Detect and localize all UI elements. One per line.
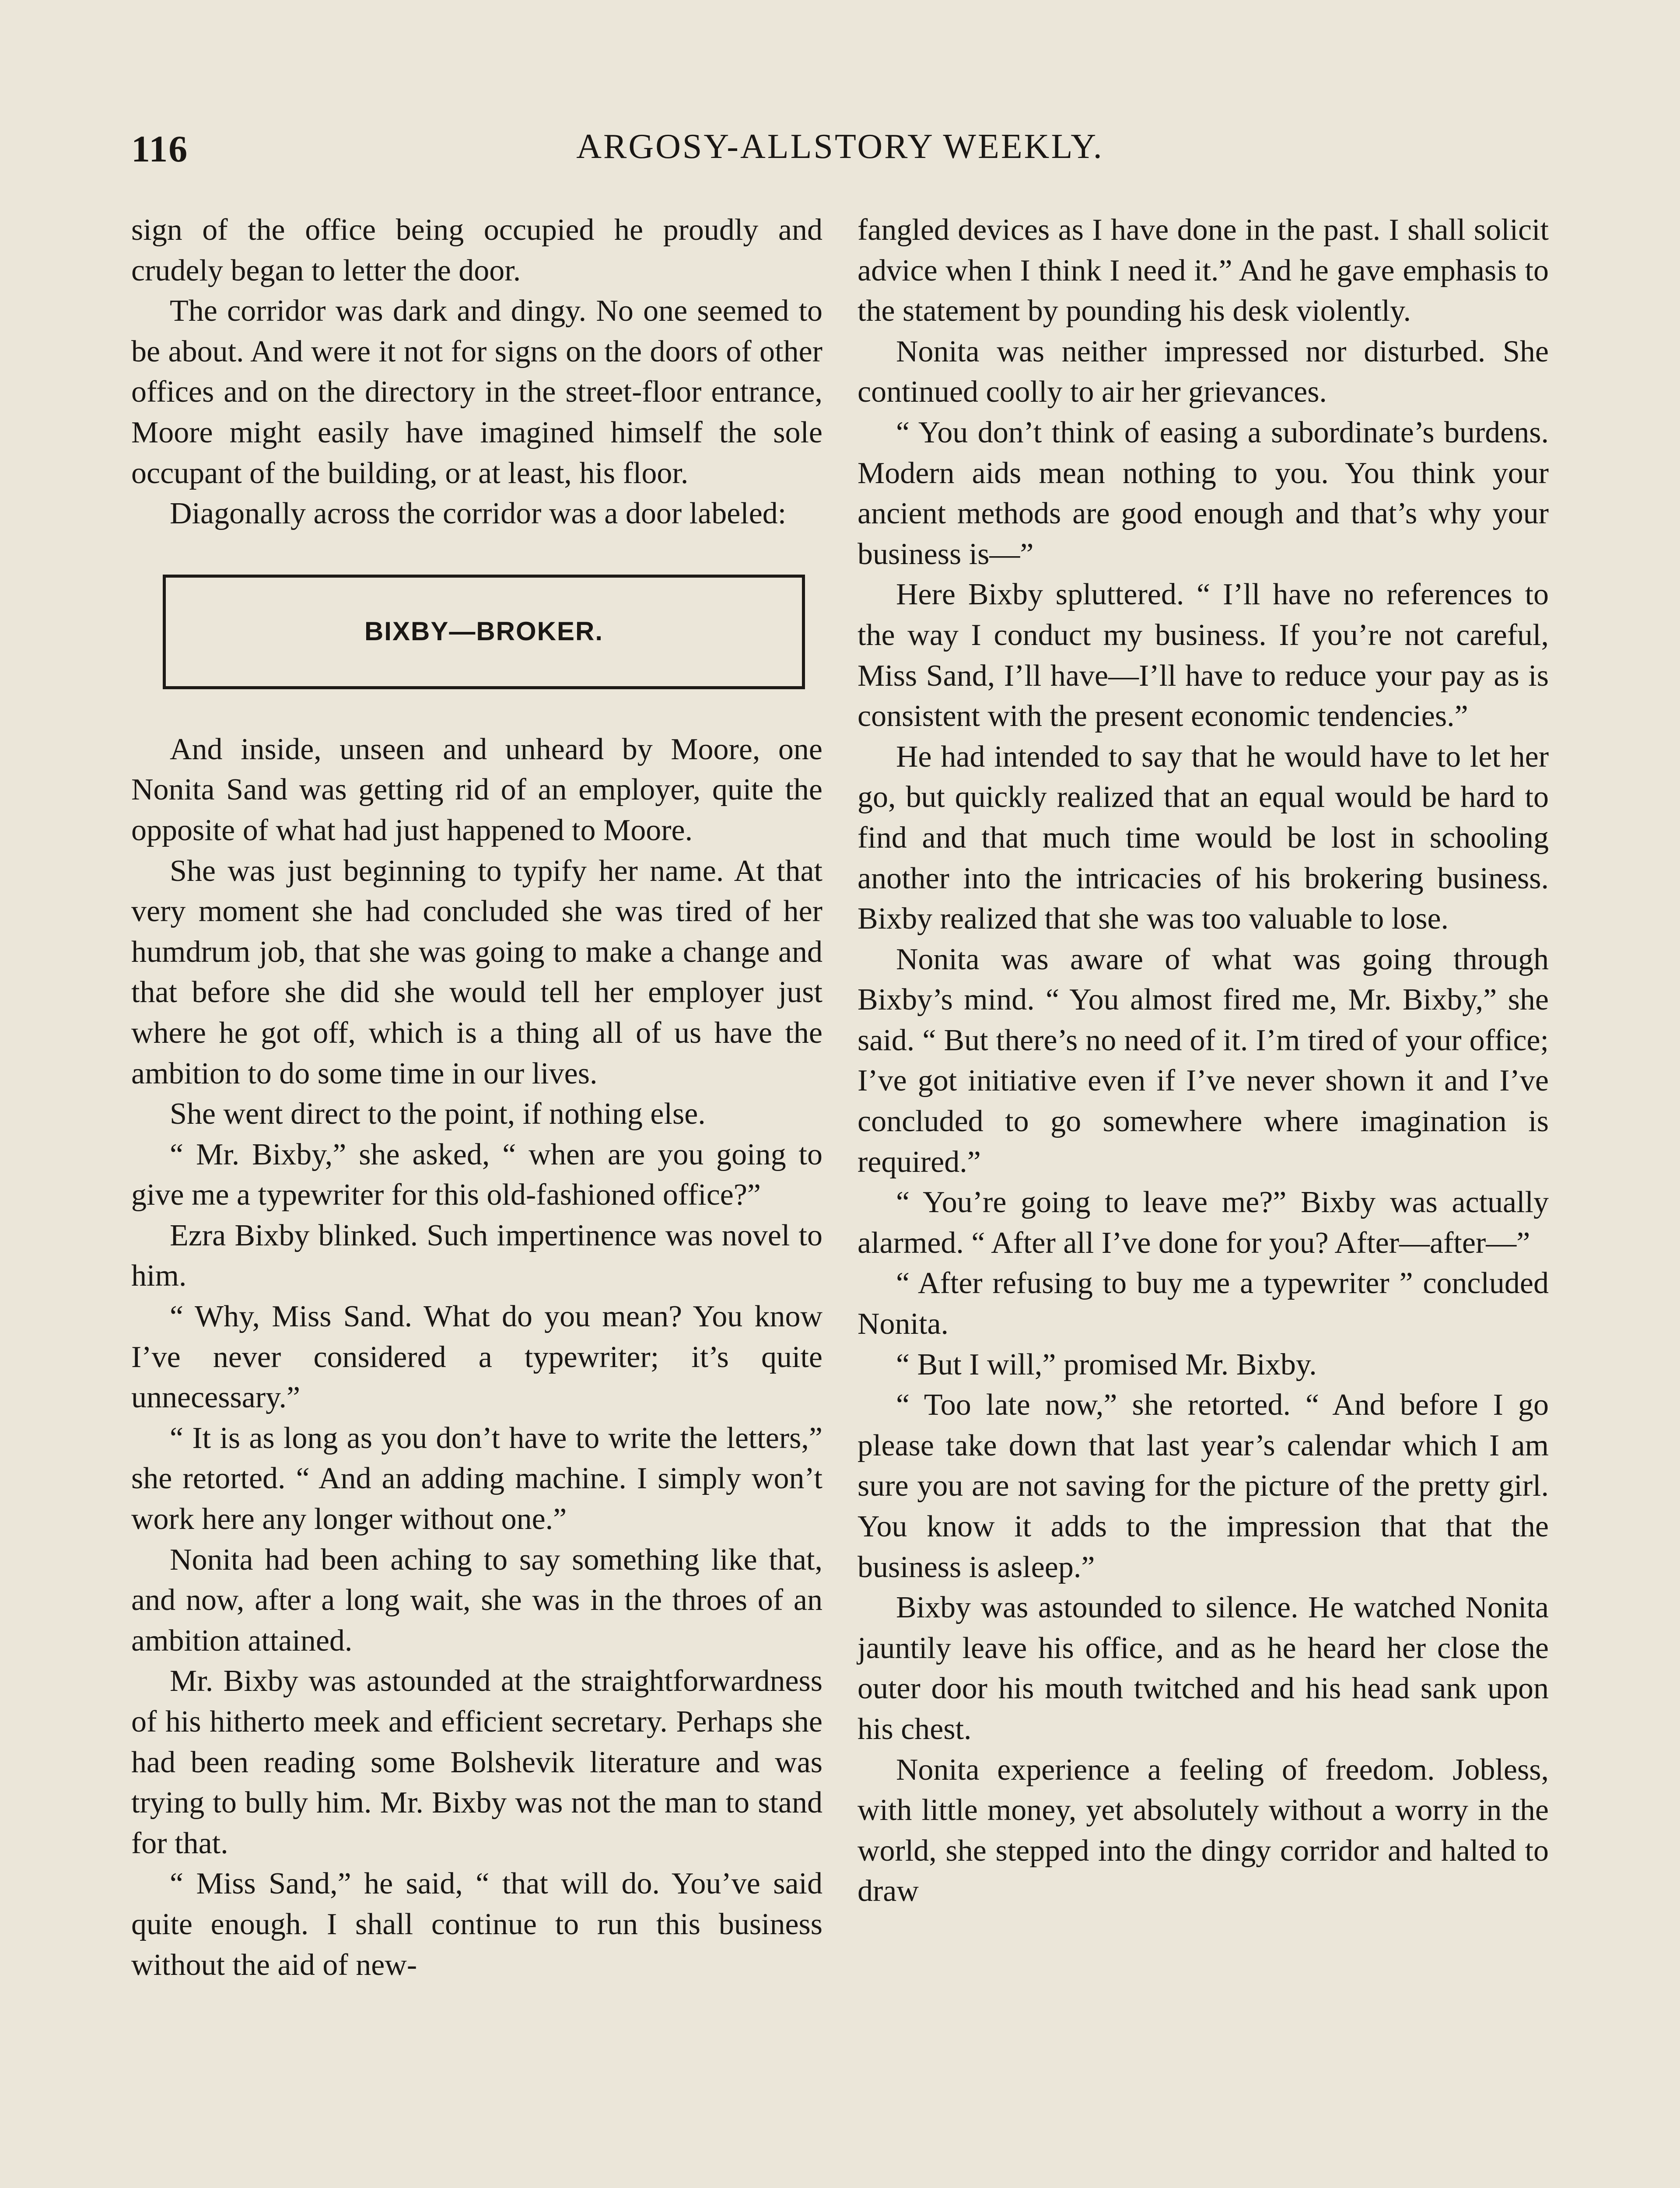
paragraph: Diagonally across the corridor was a door labeled: xyxy=(170,497,787,531)
paragraph: Here Bixby spluttered. “ I’ll have no references to the way I conduct my business. If you’re not careful, Miss Sand, I’ll have—I’ll have to reduce your pay as is consistent with the present economic tendencies.” xyxy=(858,578,1549,733)
right-column xyxy=(858,210,1549,1912)
running-title: ARGOSY-ALLSTORY WEEKLY. xyxy=(576,127,1104,166)
left-column xyxy=(131,210,822,1985)
paragraph: She was just beginning to typify her name. At that very moment she had concluded she was tired of her humdrum job, that she was going to make a change and that before she did she would tell her employer just where he got off, which is a thing all of us have the ambition to do some time in our lives. xyxy=(131,854,822,1090)
paragraph: “ Miss Sand,” he said, “ that will do. You’ve said quite enough. I shall continue to run this business without the aid of new- xyxy=(131,1867,822,1982)
paragraph: Nonita was neither impressed nor disturbed. She continued coolly to air her grievances. xyxy=(858,334,1549,409)
paragraph: “ Mr. Bixby,” she asked, “ when are you going to give me a typewriter for this old-fashioned office?” xyxy=(131,1137,822,1212)
paragraph: “ Why, Miss Sand. What do you mean? You know I’ve never considered a typewriter; it’s quite unnecessary.” xyxy=(131,1300,822,1415)
paragraph: Nonita had been aching to say something like that, and now, after a long wait, she was in the throes of an ambition attained. xyxy=(131,1543,822,1658)
paragraph: He had intended to say that he would have to let her go, but quickly realized that an equal would be hard to find and that much time would be lost in schooling another into the intricacies of his brokering business. Bixby realized that she was too valuable to lose. xyxy=(858,740,1549,936)
paragraph: “ You’re going to leave me?” Bixby was actually alarmed. “ After all I’ve done for you? After—after—” xyxy=(858,1185,1549,1260)
paragraph: She went direct to the point, if nothing else. xyxy=(170,1097,706,1131)
paragraph: Mr. Bixby was astounded at the straightforwardness of his hitherto meek and efficient secretary. Perhaps she had been reading some Bolshevik literature and was trying to bully him. Mr. Bixby was not the man to stand for that. xyxy=(131,1664,822,1860)
paragraph: sign of the office being occupied he proudly and crudely began to letter the door. xyxy=(131,213,822,288)
paragraph: “ After refusing to buy me a typewriter ” concluded Nonita. xyxy=(858,1266,1549,1341)
paragraph: “ It is as long as you don’t have to write the letters,” she retorted. “ And an adding machine. I simply won’t work here any longer without one.” xyxy=(131,1421,822,1536)
paragraph: “ You don’t think of easing a subordinate’s burdens. Modern aids mean nothing to you. You think your ancient methods are good enough and that’s why your business is—” xyxy=(858,415,1549,571)
paragraph: fangled devices as I have done in the past. I shall solicit advice when I think I need it.” And he gave emphasis to the statement by pounding his desk violently. xyxy=(858,213,1549,328)
paragraph: And inside, unseen and unheard by Moore, one Nonita Sand was getting rid of an employer, quite the opposite of what had just happened to Moore. xyxy=(131,732,822,847)
paragraph: The corridor was dark and dingy. No one seemed to be about. And were it not for signs on the doors of other offices and on the directory in the street-floor entrance, Moore might easily have imagined himself the sole occupant of the building, or at least, his floor. xyxy=(131,294,822,490)
page-number: 116 xyxy=(131,128,189,170)
paragraph: “ Too late now,” she retorted. “ And before I go please take down that last year’s calendar which I am sure you are not saving for the picture of the pretty girl. You know it adds to the impression that that the business is asleep.” xyxy=(858,1388,1549,1584)
page-header xyxy=(131,127,1549,175)
door-sign-box xyxy=(163,575,805,689)
paragraph: Bixby was astounded to silence. He watched Nonita jauntily leave his office, and as he heard her close the outer door his mouth twitched and his head sank upon his chest. xyxy=(858,1591,1549,1746)
paragraph: Nonita experience a feeling of freedom. Jobless, with little money, yet absolutely without a worry in the world, she stepped into the dingy corridor and halted to draw xyxy=(858,1753,1549,1908)
paragraph: Nonita was aware of what was going through Bixby’s mind. “ You almost fired me, Mr. Bixby,” she said. “ But there’s no need of it. I’m tired of your office; I’ve got initiative even if I’ve never shown it and I’ve concluded to go somewhere where imagination is required.” xyxy=(858,942,1549,1179)
paragraph: “ But I will,” promised Mr. Bixby. xyxy=(896,1347,1317,1382)
paragraph: Ezra Bixby blinked. Such impertinence was novel to him. xyxy=(131,1218,822,1293)
door-sign-text: BIXBY—BROKER. xyxy=(364,617,604,646)
